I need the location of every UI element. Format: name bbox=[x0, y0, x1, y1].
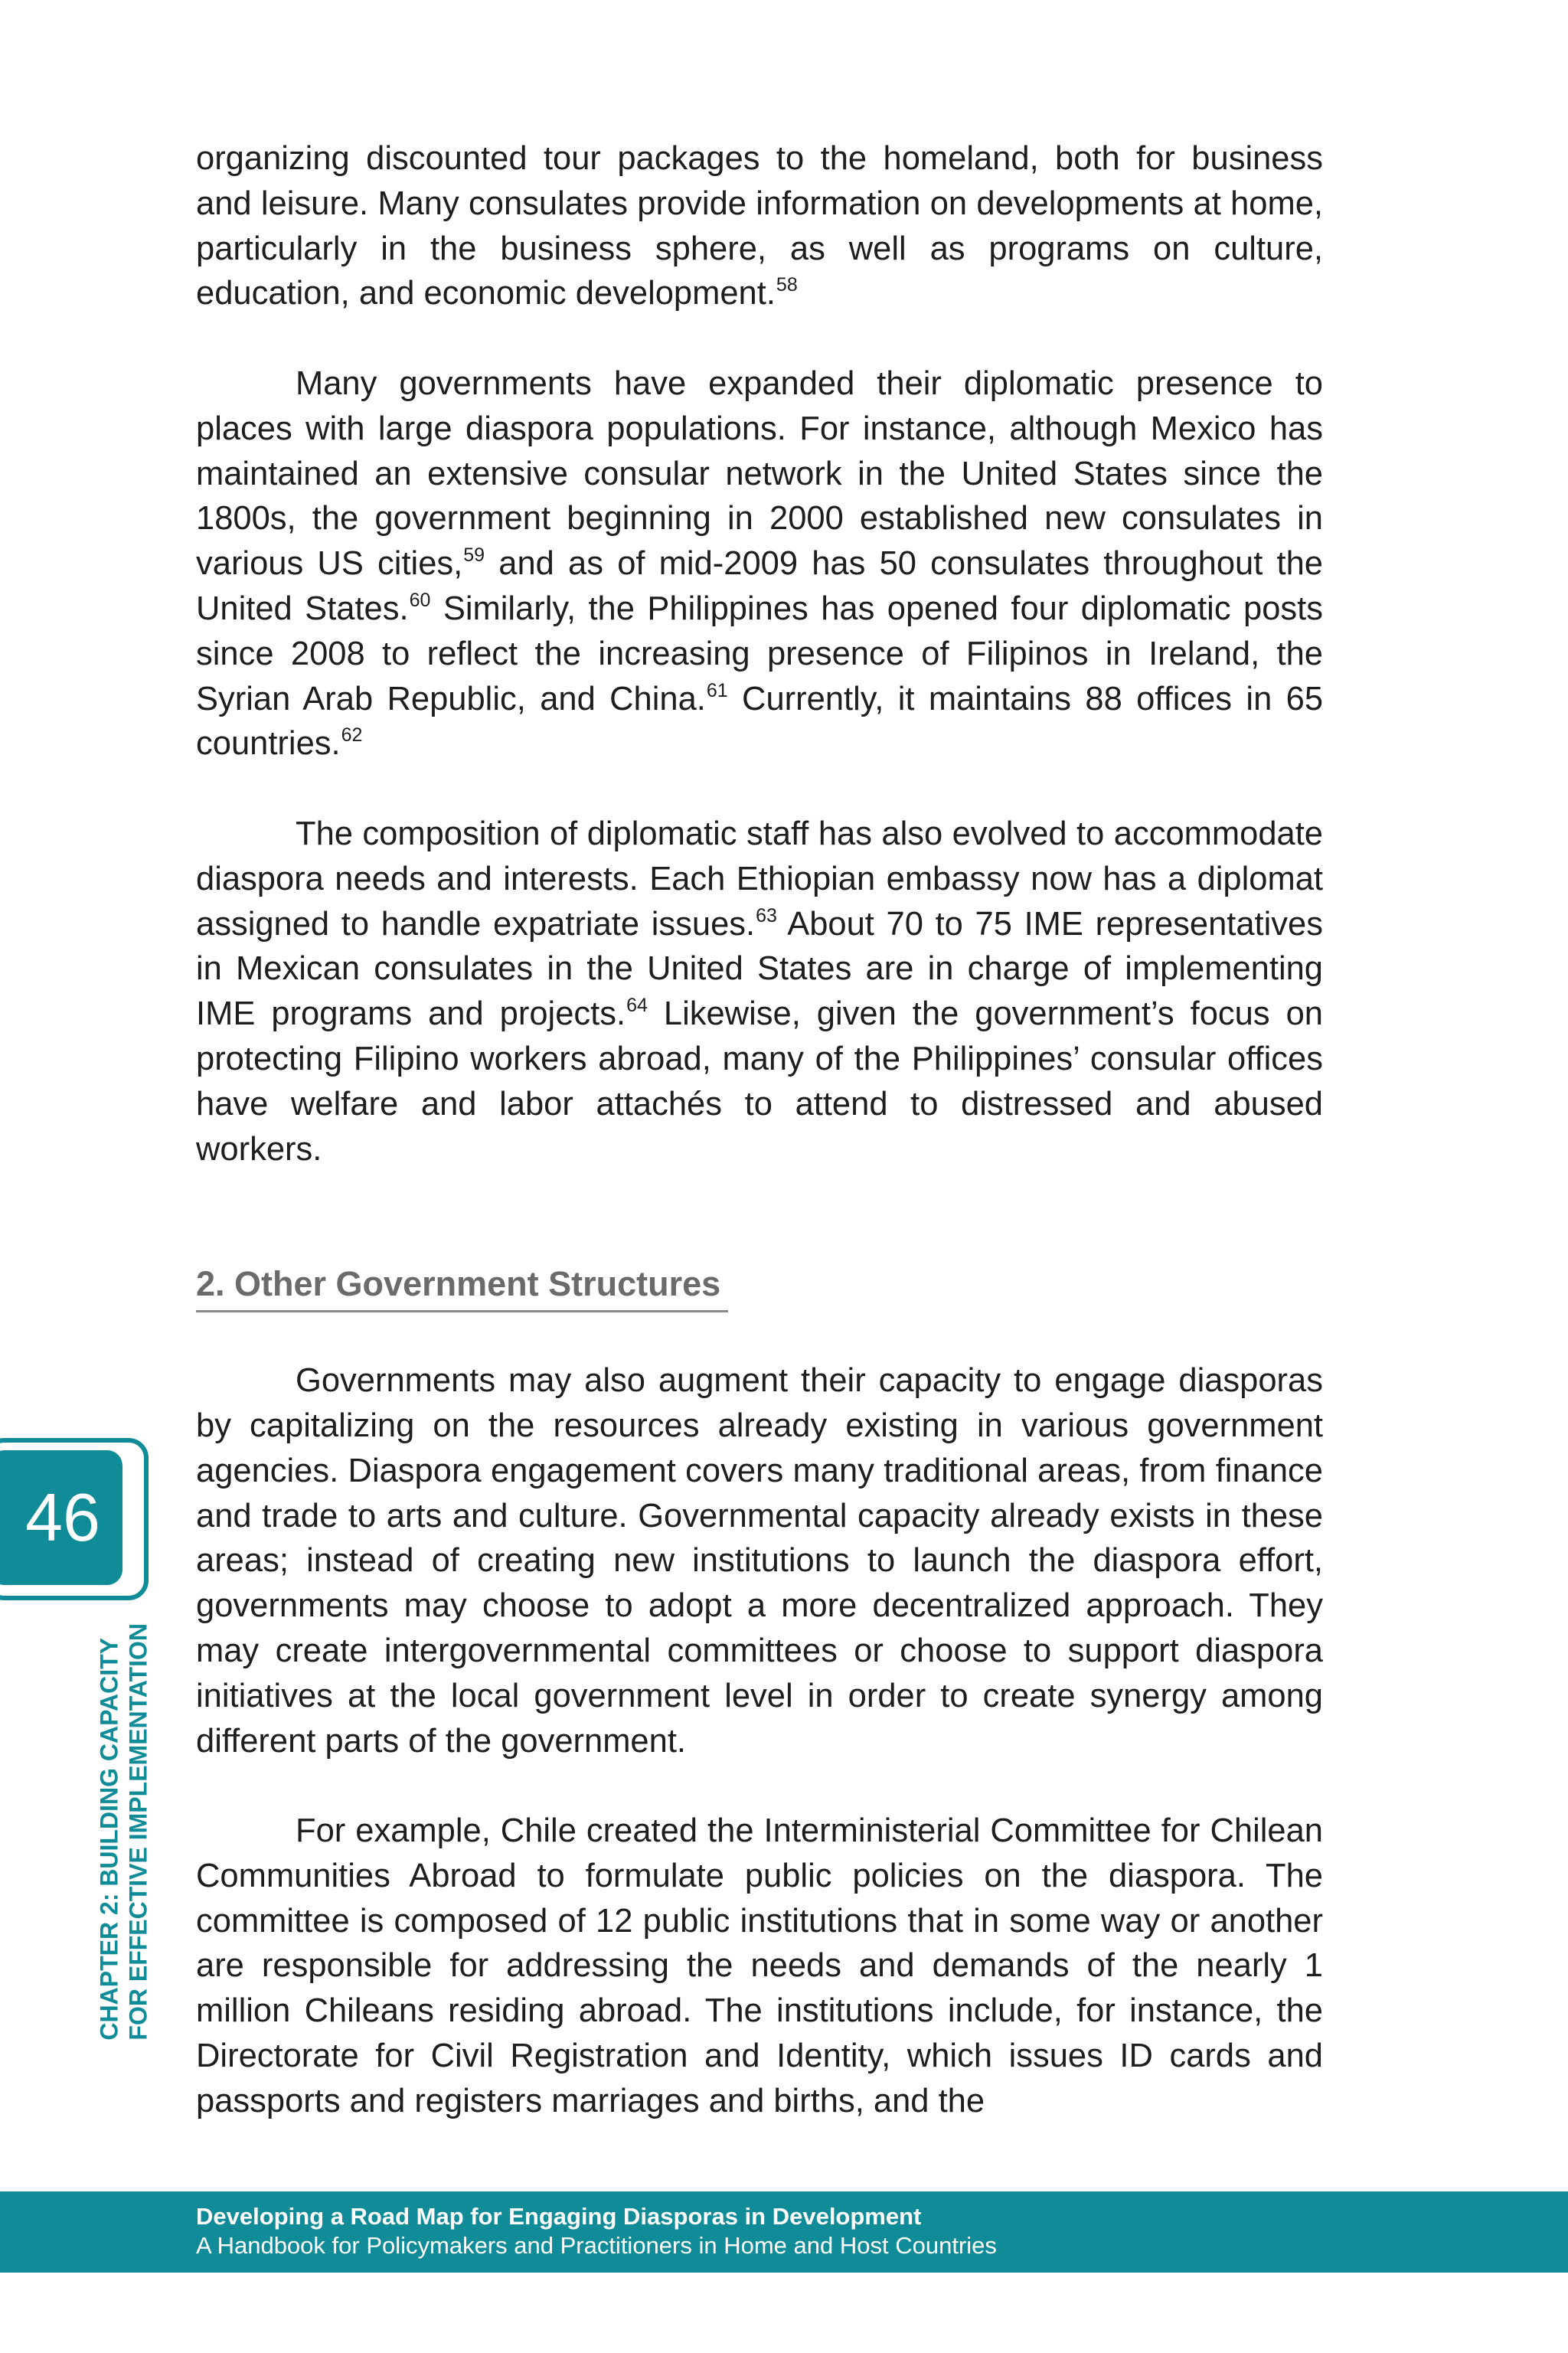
footnote-ref-64[interactable]: 64 bbox=[626, 995, 648, 1017]
chapter-side-label-line1: CHAPTER 2: BUILDING CAPACITY bbox=[96, 1637, 123, 2041]
chapter-side-label-text bbox=[95, 1623, 153, 2041]
paragraph-1-text: organizing discounted tour packages to the homeland, both for business and leisure. Many consulates provide information on developments at home, particularly in the business sphere, as well as programs on culture, education, and economic development. bbox=[196, 140, 1323, 312]
paragraph-4: Governments may also augment their capacity to engage diasporas by capitalizing on the resources already existing in various government agencies. Diaspora engagement covers many traditional areas, from finance and trade to arts and culture. Governmental capacity already exists in these areas; instead of creating new institutions to launch the diaspora effort, governments may choose to adopt a more decentralized approach. They may create intergovernmental committees or choose to support diaspora initiatives at the local government level in order to create synergy among different parts of the government. bbox=[196, 1362, 1323, 1760]
paragraph-3-text-b: About 70 to 75 IME representatives in Mexican consulates in the United States are in charge of implementing IME programs and projects. bbox=[196, 905, 1323, 1033]
paragraph-1 bbox=[196, 136, 1323, 316]
footnote-ref-61[interactable]: 61 bbox=[706, 679, 728, 701]
paragraph-2-text-c: Similarly, the Philippines has opened four diplomatic posts since 2008 to reflect the increasing presence of Filipinos in Ireland, the Syrian Arab Republic, and China. bbox=[196, 590, 1323, 717]
paragraph-3 bbox=[196, 812, 1323, 1172]
paragraph-2-text-d: Currently, it maintains 88 offices in 65 countries. bbox=[196, 680, 1324, 763]
chapter-side-label-line2: FOR EFFECTIVE IMPLEMENTATION bbox=[125, 1623, 152, 2041]
paragraph-3-text-c: Likewise, given the government’s focus on protecting Filipino workers abroad, many of the Philippines’ consular offices have welfare and labor attachés to attend to distressed and abused workers. bbox=[196, 995, 1323, 1168]
footnote-ref-63[interactable]: 63 bbox=[756, 904, 777, 926]
paragraph-2 bbox=[196, 361, 1323, 766]
body-text bbox=[196, 136, 1323, 2168]
footer-band bbox=[0, 2191, 1568, 2273]
page-number-tab bbox=[0, 1438, 149, 1600]
footer-subtitle: A Handbook for Policymakers and Practitioners in Home and Host Countries bbox=[196, 2232, 997, 2259]
paragraph-2-text-b: and as of mid-2009 has 50 consulates throughout the United States. bbox=[196, 545, 1323, 627]
page-number: 46 bbox=[0, 1450, 122, 1585]
paragraph-5: For example, Chile created the Interministerial Committee for Chilean Communities Abroad to formulate public policies on the diaspora. The committee is composed of 12 public institutions that in some way or another are responsible for addressing the needs and demands of the nearly 1 million Chileans residing abroad. The institutions include, for instance, the Directorate for Civil Registration and Identity, which issues ID cards and passports and registers marriages and births, and the bbox=[196, 1812, 1323, 2119]
paragraph-2-text-a: Many governments have expanded their diplomatic presence to places with large diaspora populations. For instance, although Mexico has maintained an extensive consular network in the United States since the 1800s, the government beginning in 2000 established new consulates in various US cities, bbox=[196, 364, 1323, 583]
section-heading: 2. Other Government Structures bbox=[196, 1261, 728, 1312]
footnote-ref-59[interactable]: 59 bbox=[463, 544, 485, 567]
footnote-ref-60[interactable]: 60 bbox=[409, 589, 431, 611]
footnote-ref-58[interactable]: 58 bbox=[776, 274, 798, 296]
footer-title: Developing a Road Map for Engaging Diasporas in Development bbox=[196, 2203, 922, 2230]
paragraph-3-text-a: The composition of diplomatic staff has also evolved to accommodate diaspora needs and interests. Each Ethiopian embassy now has a diplomat assigned to handle expatriate issues. bbox=[196, 815, 1323, 943]
footnote-ref-62[interactable]: 62 bbox=[341, 724, 363, 747]
